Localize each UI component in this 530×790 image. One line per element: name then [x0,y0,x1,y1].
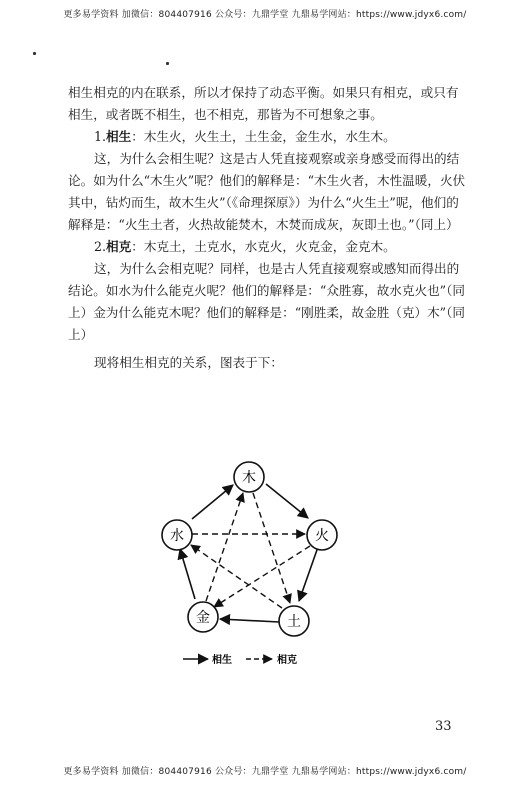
footer-banner: 更多易学资料 加微信：804407916 公众号：九鼎学堂 九鼎易学网站：https://www.jdyx6.com/ [63,767,467,777]
arrow-earth-to-water [191,545,282,608]
term-xiangsheng: 相生 [106,129,132,144]
arrow-earth-to-metal [220,619,279,622]
item-text: ：木克土，土克水，水克火，火克金，金克木。 [131,239,396,254]
paragraph-6: 现将相生相克的关系，图表于下： [94,355,283,370]
item-text: ：木生火，火生土，土生金，金生水，水生木。 [131,129,396,144]
header-banner: 更多易学资料 加微信：804407916 公众号：九鼎学堂 九鼎易学网站：https://www.jdyx6.com/ [63,10,467,20]
node-wood [234,462,264,492]
node-earth-label: 土 [287,614,301,630]
arrow-wood-to-earth [253,493,290,603]
item-number: 1. [94,129,107,144]
node-fire-label: 火 [315,528,329,544]
legend [183,653,297,666]
paragraph-1: 相生相克的内在联系，所以才保持了动态平衡。如果只有相克，或只有相生，或者既不相生，也不相克，那皆为不可想象之事。 [68,85,459,122]
arrow-fire-to-metal [214,546,310,607]
arrow-wood-to-fire [266,484,308,518]
generating-arrows [180,484,318,622]
overcoming-arrows [191,493,310,608]
arrow-fire-to-earth [299,547,318,601]
item-number: 2. [94,239,107,254]
paragraph-3: 这，为什么会相生呢？这是古人凭直接观察或亲身感受而得出的结论。如为什么“木生火”呢？他们的解释是：“木生火者，木性温暖，火伏其中，钻灼而生，故木生火”（《命理探原》）为什么“火生土”呢，他们的解释是：“火生土者，火热故能焚木，木焚而成灰，灰即土也。”（同上） [68,151,466,232]
node-water [162,520,192,550]
legend-overcome-label: 相克 [277,655,297,666]
node-earth [279,606,309,636]
arrow-metal-to-water [180,549,195,599]
node-wood-label: 木 [242,470,256,486]
node-water-label: 水 [170,528,184,544]
node-fire [307,520,337,550]
node-metal-label: 金 [196,610,210,626]
page-number: 33 [435,719,452,734]
paragraph-5: 这，为什么会相克呢？同样，也是古人凭直接观察或感知而得出的结论。如水为什么能克火呢？他们的解释是：“众胜寡，故水克火也”（同上）金为什么能克木呢？他们的解释是：“刚胜柔，故金胜（克）木”（同上） [68,261,465,342]
arrow-water-to-wood [192,485,233,519]
arrow-metal-to-wood [206,493,243,601]
legend-generate-label: 相生 [212,655,232,666]
term-xiangke: 相克 [106,239,132,254]
node-metal [188,602,218,632]
